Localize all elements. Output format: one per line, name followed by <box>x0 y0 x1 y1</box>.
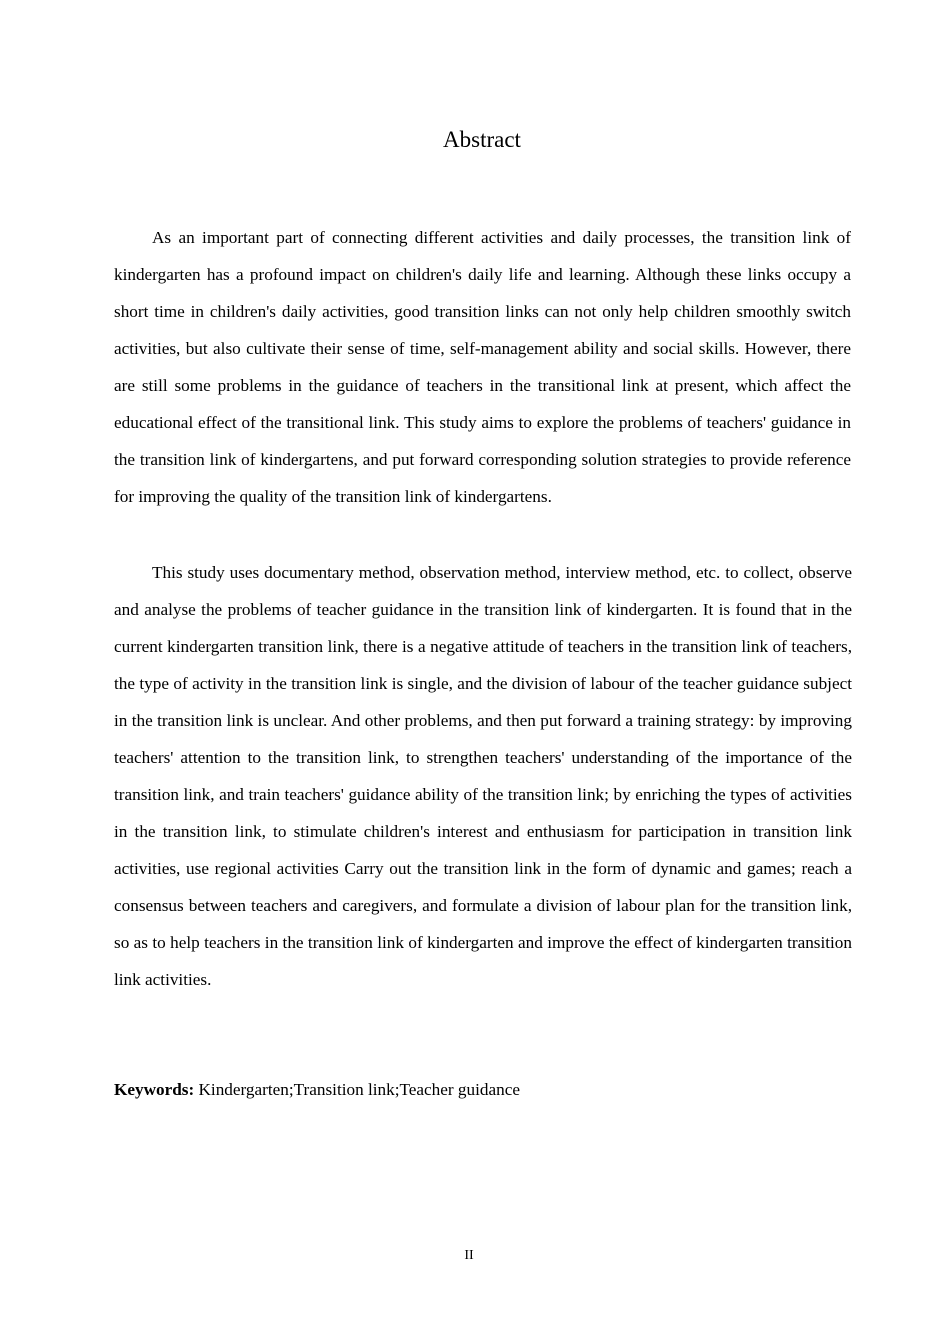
keywords-line <box>114 1074 520 1106</box>
keywords-label: Keywords: <box>114 1080 195 1099</box>
abstract-paragraph-2: This study uses documentary method, observation method, interview method, etc. to collect, observe and analyse the problems of teacher guidance in the transition link of kindergarten. It is found that in the current kindergarten transition link, there is a negative attitude of teachers in the transition link of teachers, the type of activity in the transition link is single, and the division of labour of the teacher guidance subject in the transition link is unclear. And other problems, and then put forward a training strategy: by improving teachers' attention to the transition link, to strengthen teachers' understanding of the importance of the transition link, and train teachers' guidance ability of the transition link; by enriching the types of activities in the transition link, to stimulate children's interest and enthusiasm for participation in transition link activities, use regional activities Carry out the transition link in the form of dynamic and games; reach a consensus between teachers and caregivers, and formulate a division of labour plan for the transition link, so as to help teachers in the transition link of kindergarten and improve the effect of kindergarten transition link activities. <box>114 563 852 989</box>
keywords-value: Kindergarten;Transition link;Teacher guidance <box>198 1080 520 1099</box>
abstract-title: Abstract <box>443 127 521 152</box>
abstract-paragraph-1: As an important part of connecting different activities and daily processes, the transition link of kindergarten has a profound impact on children's daily life and learning. Although these links occupy a short time in children's daily activities, good transition links can not only help children smoothly switch activities, but also cultivate their sense of time, self-management ability and social skills. However, there are still some problems in the guidance of teachers in the transitional link at present, which affect the educational effect of the transitional link. This study aims to explore the problems of teachers' guidance in the transition link of kindergartens, and put forward corresponding solution strategies to provide reference for improving the quality of the transition link of kindergartens. <box>114 228 851 506</box>
page-number: II <box>464 1248 474 1263</box>
